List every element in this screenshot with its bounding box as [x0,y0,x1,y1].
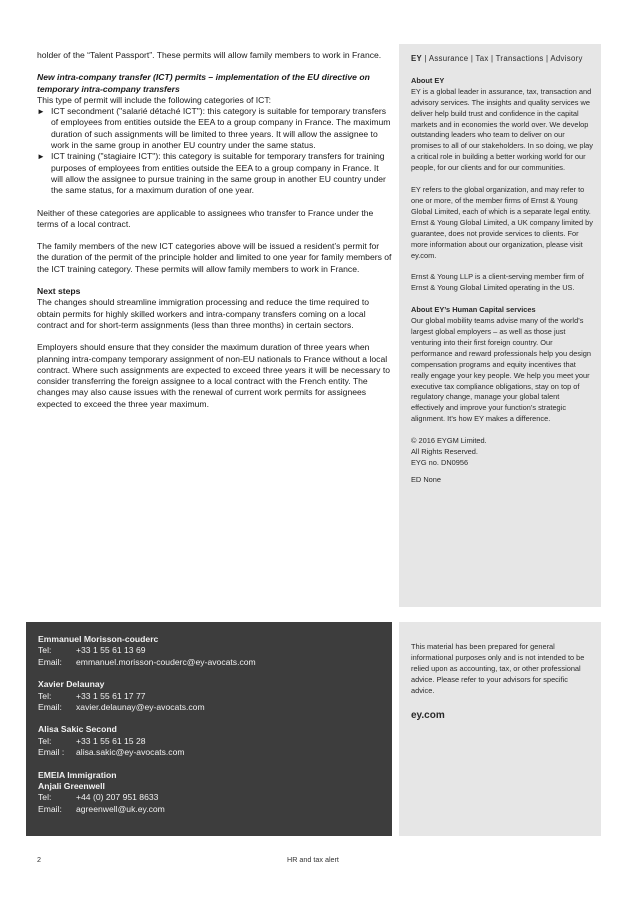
contact-card [38,724,380,758]
ey-logo-text: EY [411,54,423,63]
email-label: Email: [38,803,62,814]
contact-email[interactable]: emmanuel.morisson-couderc@ey-avocats.com [76,656,256,667]
contacts-box [26,622,392,836]
bullet-arrow-icon: ► [37,152,45,162]
bullet-text: ICT secondment ("salarié détaché ICT"): this category is suitable for temporary transfers of employees from entities outside the EEA to a group company in France. The maximum duration of such assignments will be limited to three years. It will allow the assignee to work in the same group in another EU country under the same status. [51,106,391,151]
human-capital-heading: About EY’s Human Capital services [411,305,536,315]
email-label: Email: [38,656,62,667]
main-column [37,50,392,410]
next-steps-heading: Next steps [37,286,81,297]
ict-intro: This type of permit will include the following categories of ICT: [37,94,272,105]
contact-phone[interactable]: +33 1 55 61 17 77 [76,690,146,701]
disclaimer-box [399,622,601,836]
about-ey-heading: About EY [411,75,445,85]
disclaimer-text: This material has been prepared for general informational purposes only and is not intended to be relied upon as accounting, tax, or other professional advice. Please refer to your advisors for specific advice. [411,642,585,695]
next-steps-paragraph: The changes should streamline immigration processing and reduce the time required to obtain permits for highly skilled workers and intra-company transfers coming on a local contract and for short-term assignments (less than three months) in certain sectors. [37,297,369,330]
email-label: Email : [38,747,65,758]
copyright: © 2016 EYGM Limited. [411,436,487,446]
bullet-text: ICT training ("stagiaire ICT"): this category is suitable for temporary transfers for training purposes of employees from entities outside the EEA to a group company in France. It will allow the assignee to pursue training in the same group in another EU country under the same status, for a maximum duration of one year. [51,151,386,196]
contact-name: Emmanuel Morisson-couderc [38,634,159,644]
bullet-arrow-icon: ► [37,107,45,117]
contact-email[interactable]: alisa.sakic@ey-avocats.com [76,747,185,758]
emeia-heading: EMEIA Immigration [38,769,117,780]
human-capital-text: Our global mobility teams advise many of the world’s largest global employers – as well as those just venturing into their first foreign country. Our performance and reward professionals help you design compensation programs and equity incentives that really engage your key people. We help you meet your executive tax compliance obligations, stay on top of regulatory change, manage your global talent effectively and improve your function’s strategic alignment. It’s how EY makes a difference. [411,316,591,424]
about-sidebar [399,44,601,607]
page-number: 2 [37,855,41,864]
ey-refers-text: EY refers to the global organization, and may refer to one or more, of the member firms of Ernst & Young Global Limited, each of which is a separate legal entity. Ernst & Young Global Limited, a UK company limited by guarantee, does not provide services to clients. For more information about our organization, please visit ey.com. [411,185,593,260]
contact-phone[interactable]: +33 1 55 61 15 28 [76,735,146,746]
footer-title: HR and tax alert [287,855,339,864]
rights-reserved: All Rights Reserved. [411,447,478,457]
ey-llp-text: Ernst & Young LLP is a client-serving member firm of Ernst & Young Global Limited operating in the US. [411,272,584,293]
contact-name: Alisa Sakic Second [38,724,117,735]
contact-phone[interactable]: +33 1 55 61 13 69 [76,645,146,656]
contact-phone[interactable]: +44 (0) 207 951 8633 [76,792,159,803]
contact-card [38,679,380,713]
bullet-ict-secondment [37,106,392,151]
neither-paragraph: Neither of these categories are applicable to assignees who transfer to France under the terms of a local contract. [37,207,374,229]
contact-name: Xavier Delaunay [38,679,105,690]
eyg-number: EYG no. DN0956 [411,458,469,467]
contact-email[interactable]: xavier.delaunay@ey-avocats.com [76,702,205,713]
email-label: Email: [38,702,62,713]
family-paragraph: The family members of the new ICT categories above will be issued a resident’s permit for the duration of the permit of the principle holder and limited to one year for family members of the ICT training category. These permits will allow family members to work in France. [37,241,392,274]
intro-paragraph: holder of the “Talent Passport”. These permits will allow family members to work in France. [37,50,382,60]
contact-email[interactable]: agreenwell@uk.ey.com [76,803,165,814]
tel-label: Tel: [38,735,52,746]
service-lines [411,54,593,65]
about-ey-text: EY is a global leader in assurance, tax, transaction and advisory services. The insights and quality services we deliver help build trust and confidence in the capital markets and in economies the world over. We develop outstanding leaders who team to deliver on our promises to all of our stakeholders. In so doing, we play a critical role in building a better working world for our people, for our clients and for our communities. [411,86,593,173]
contact-name: Anjali Greenwell [38,781,105,792]
ey-website-link[interactable]: ey.com [411,709,445,721]
employers-paragraph: Employers should ensure that they consider the maximum duration of three years when planning intra-company temporary assignment of non-EU nationals to France without a local contract. Where such assignments are expected to exceed three years it will be necessary to consider transferring the foreign assignee to a local contract with the French entity. The changes may also cause issues with the renewal of current work permits for assignees expected to exceed the three year maximum. [37,342,390,409]
contact-card [38,634,380,668]
bullet-ict-training [37,151,392,196]
ict-heading: New intra-company transfer (ICT) permits – implementation of the EU directive on temporary intra-company transfers [37,72,370,94]
tel-label: Tel: [38,690,52,701]
emeia-contact-card [38,770,380,816]
service-list: | Assurance | Tax | Transactions | Advisory [422,54,583,63]
tel-label: Tel: [38,792,52,803]
ed-note: ED None [411,474,441,484]
tel-label: Tel: [38,645,52,656]
